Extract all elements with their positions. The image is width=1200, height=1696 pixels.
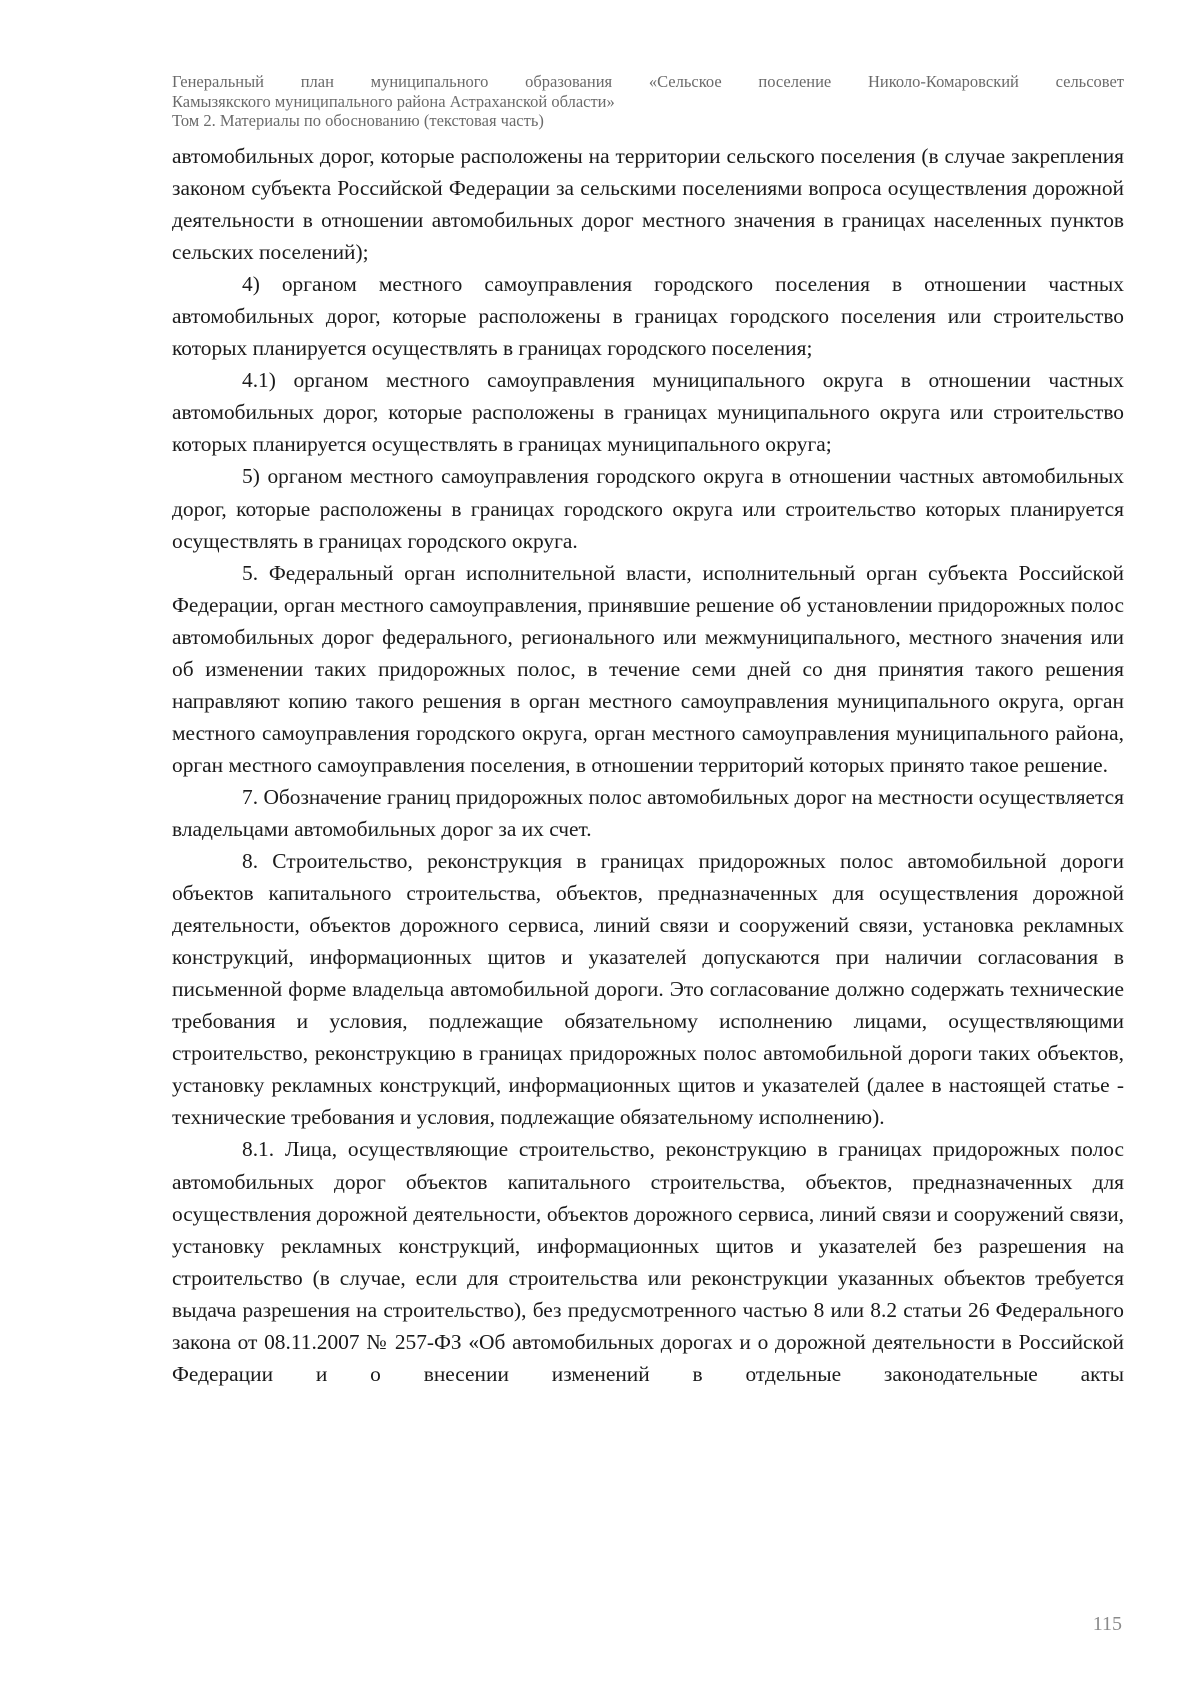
paragraph-item-4: 4) органом местного самоуправления городского поселения в отношении частных автомобильных дорог, которые расположены в границах городского поселения или строительство которых планируется осуществлять в границах городского поселения; xyxy=(172,272,1124,361)
paragraph-item-5: 5) органом местного самоуправления городского округа в отношении частных автомобильных дорог, которые расположены в границах городского округа или строительство которых планируется осуществлять в границах городского округа. xyxy=(172,464,1124,553)
paragraph-continuation: автомобильных дорог, которые расположены на территории сельского поселения (в случае закрепления законом субъекта Российской Федерации за сельскими поселениями вопроса осуществления дорожной деятельности в отношении автомобильных дорог местного значения в границах населенных пунктов сельских поселений); xyxy=(172,144,1124,265)
running-header xyxy=(172,72,1124,131)
page-number: 115 xyxy=(1092,1613,1122,1635)
paragraph-clause-8-1: 8.1. Лица, осуществляющие строительство, реконструкцию в границах придорожных полос автомобильных дорог объектов капитального строительства, объектов, предназначенных для осуществления дорожной деятельности, объектов дорожного сервиса, линий связи и сооружений связи, установку рекламных конструкций, информационных щитов и указателей без разрешения на строительство (в случае, если для строительства или реконструкции указанных объектов требуется выдача разрешения на строительство), без предусмотренного частью 8 или 8.2 статьи 26 Федерального закона от 08.11.2007 № 257-ФЗ «Об автомобильных дорогах и о дорожной деятельности в Российской Федерации и о внесении изменений в отдельные законодательные акты xyxy=(172,1137,1124,1386)
document-body xyxy=(172,140,1124,1390)
paragraph-clause-5: 5. Федеральный орган исполнительной власти, исполнительный орган субъекта Российской Федерации, орган местного самоуправления, принявшие решение об установлении придорожных полос автомобильных дорог федерального, регионального или межмуниципального, местного значения или об изменении таких придорожных полос, в течение семи дней со дня принятия такого решения направляют копию такого решения в орган местного самоуправления муниципального округа, орган местного самоуправления городского округа, орган местного самоуправления муниципального района, орган местного самоуправления поселения, в отношении территорий которых принято такое решение. xyxy=(172,560,1124,777)
header-line-1: Генеральный план муниципального образования «Сельское поселение Николо-Комаровский сельсовет xyxy=(172,72,1124,91)
paragraph-clause-7: 7. Обозначение границ придорожных полос автомобильных дорог на местности осуществляется владельцами автомобильных дорог за их счет. xyxy=(172,784,1124,841)
paragraph-item-4-1: 4.1) органом местного самоуправления муниципального округа в отношении частных автомобильных дорог, которые расположены в границах муниципального округа или строительство которых планируется осуществлять в границах муниципального округа; xyxy=(172,368,1124,457)
header-line-3: Том 2. Материалы по обоснованию (текстовая часть) xyxy=(172,111,544,130)
header-line-2: Камызякского муниципального района Астраханской области» xyxy=(172,91,615,111)
paragraph-clause-8: 8. Строительство, реконструкция в границах придорожных полос автомобильной дороги объектов капитального строительства, объектов, предназначенных для осуществления дорожной деятельности, объектов дорожного сервиса, линий связи и сооружений связи, установка рекламных конструкций, информационных щитов и указателей допускаются при наличии согласования в письменной форме владельца автомобильной дороги. Это согласование должно содержать технические требования и условия, подлежащие обязательному исполнению лицами, осуществляющими строительство, реконструкцию в границах придорожных полос автомобильной дороги таких объектов, установку рекламных конструкций, информационных щитов и указателей (далее в настоящей статье - технические требования и условия, подлежащие обязательному исполнению). xyxy=(172,849,1124,1130)
